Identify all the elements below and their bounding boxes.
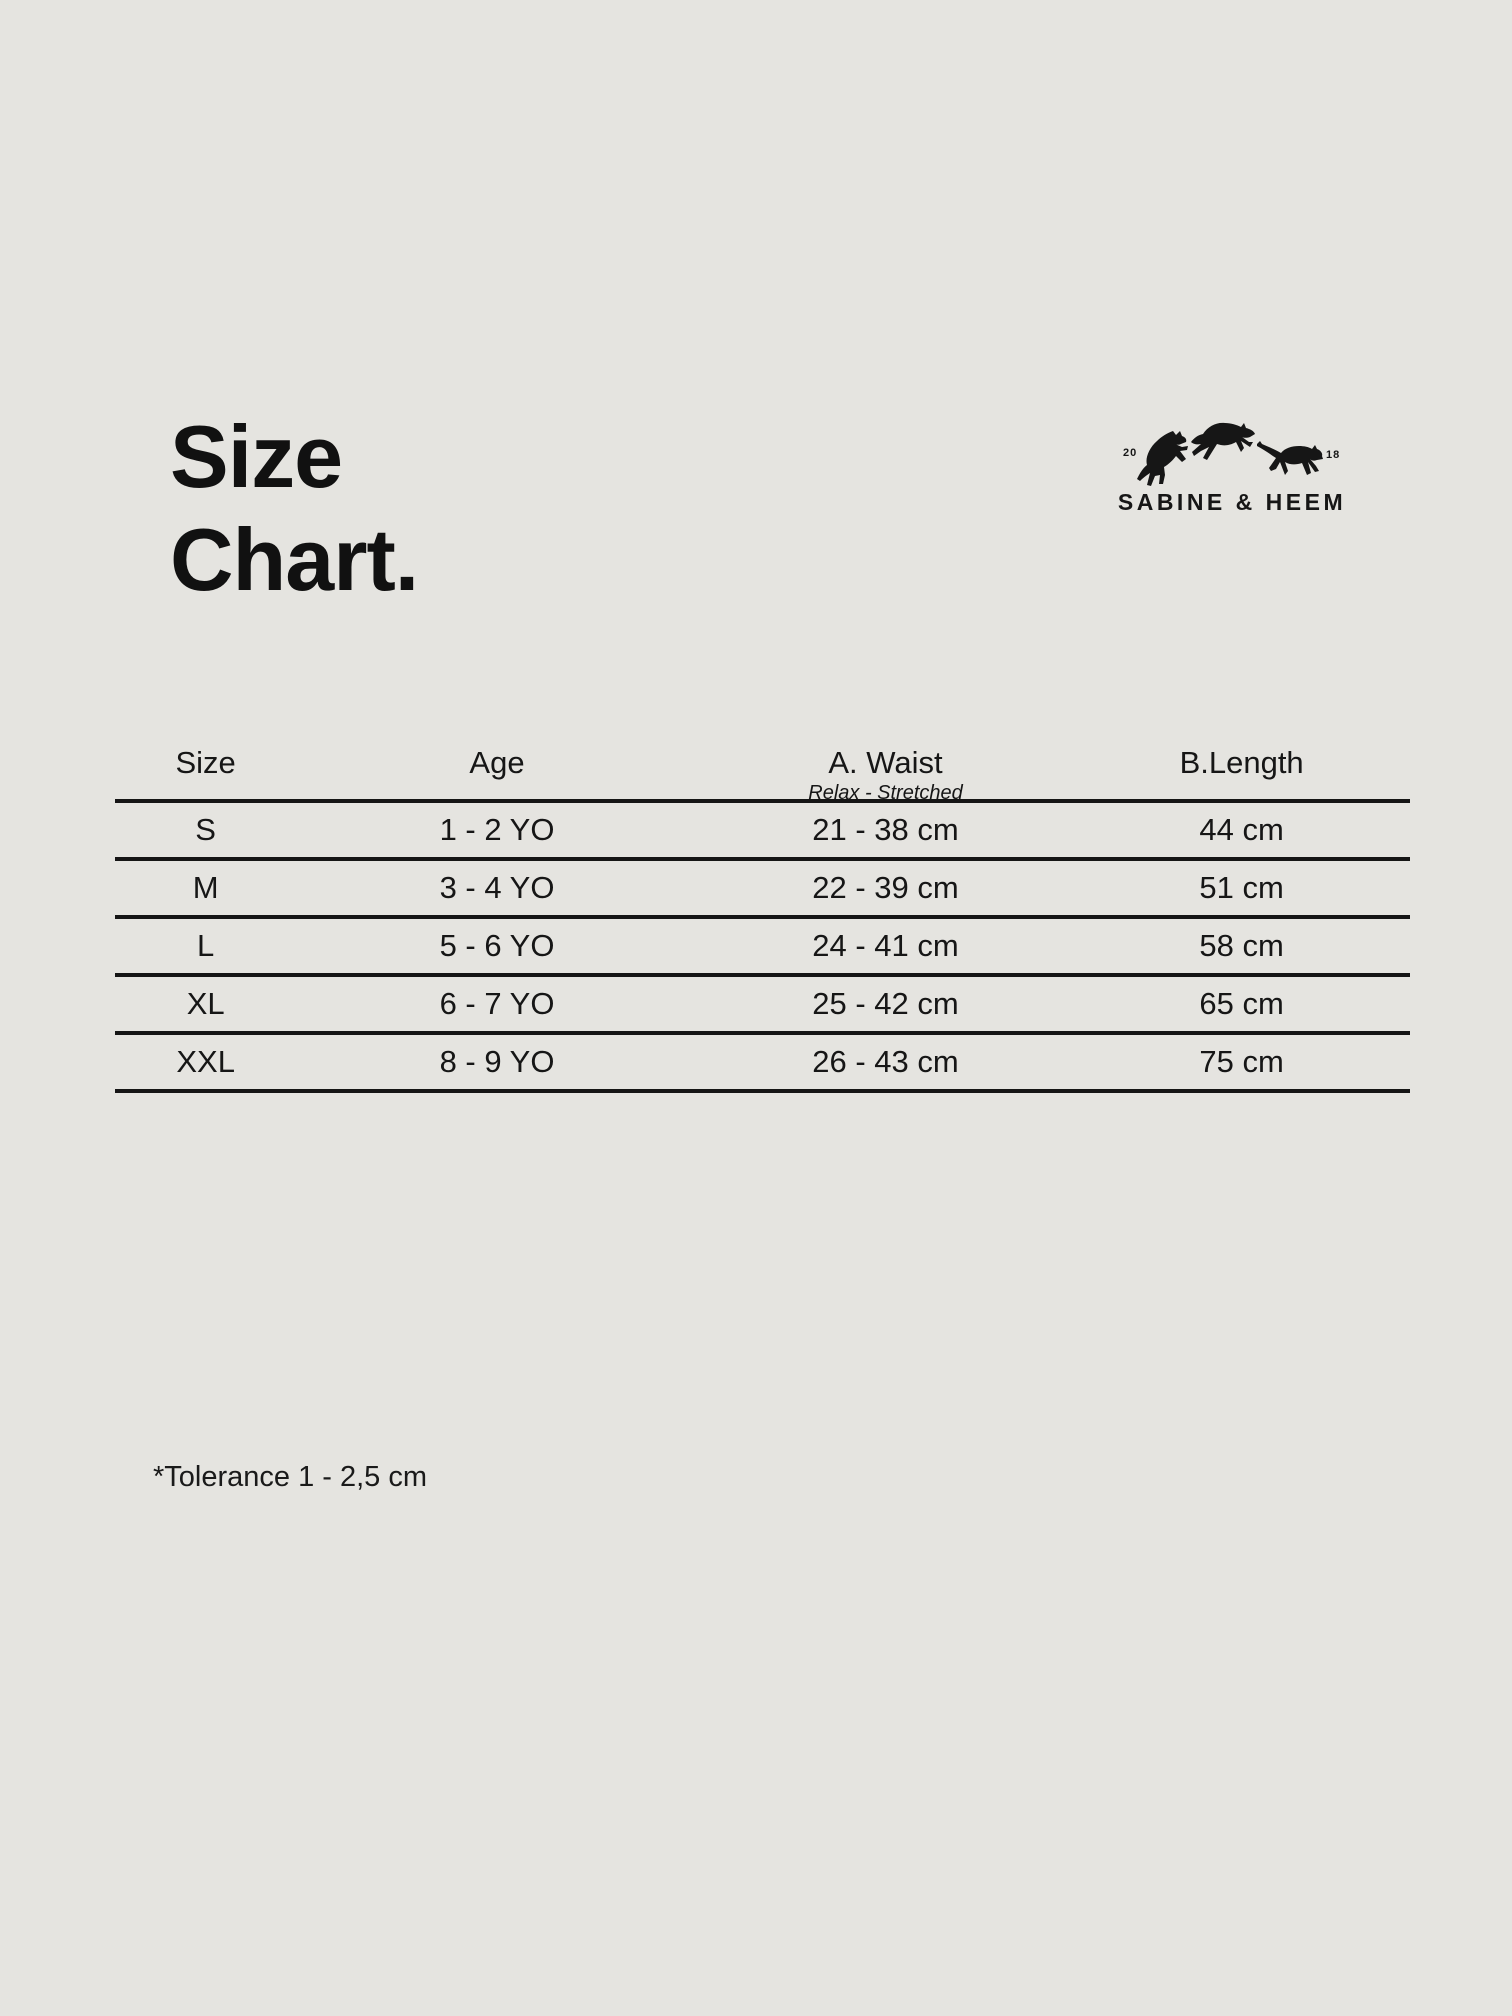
tolerance-footnote: *Tolerance 1 - 2,5 cm xyxy=(153,1461,428,1493)
table-row-s xyxy=(115,803,1410,861)
column-header-age-label: Age xyxy=(469,745,525,780)
cell-size: L xyxy=(197,928,215,963)
column-header-age xyxy=(296,741,697,804)
page-title xyxy=(170,405,418,611)
cell-length: 58 cm xyxy=(1199,928,1284,963)
column-header-waist-label: A. Waist xyxy=(828,745,943,780)
size-table xyxy=(115,741,1410,1093)
column-header-size-label: Size xyxy=(175,745,236,780)
cell-waist: 24 - 41 cm xyxy=(812,928,959,963)
cell-age: 8 - 9 YO xyxy=(439,1044,555,1079)
logo-horses-icon xyxy=(1113,418,1351,488)
cell-length: 65 cm xyxy=(1199,986,1284,1021)
horse-galloping-icon xyxy=(1257,441,1323,475)
cell-length: 44 cm xyxy=(1199,812,1284,847)
column-header-waist xyxy=(698,741,1074,804)
table-row-xxl xyxy=(115,1035,1410,1093)
page-title-line2: Chart. xyxy=(170,510,419,609)
cell-size: XL xyxy=(186,986,225,1021)
brand-name: SABINE & HEEM xyxy=(1117,489,1347,515)
column-header-length-label: B.Length xyxy=(1179,745,1304,780)
brand-logo xyxy=(1113,418,1351,516)
cell-age: 6 - 7 YO xyxy=(439,986,555,1021)
horse-leaping-icon xyxy=(1191,423,1255,460)
cell-length: 51 cm xyxy=(1199,870,1284,905)
table-row-m xyxy=(115,861,1410,919)
column-header-size xyxy=(115,741,296,804)
cell-waist: 25 - 42 cm xyxy=(812,986,959,1021)
cell-waist: 22 - 39 cm xyxy=(812,870,959,905)
cell-length: 75 cm xyxy=(1199,1044,1284,1079)
horse-rearing-icon xyxy=(1137,431,1188,486)
cell-size: S xyxy=(195,812,216,847)
table-row-l xyxy=(115,919,1410,977)
cell-age: 1 - 2 YO xyxy=(439,812,555,847)
logo-year-left: 20 xyxy=(1123,447,1138,459)
cell-size: XXL xyxy=(176,1044,235,1079)
column-header-length xyxy=(1073,741,1410,804)
column-header-waist-sublabel: Relax - Stretched xyxy=(808,782,963,804)
cell-waist: 26 - 43 cm xyxy=(812,1044,959,1079)
table-header-row xyxy=(115,741,1410,803)
logo-year-right: 18 xyxy=(1326,449,1341,461)
cell-size: M xyxy=(192,870,219,905)
cell-age: 5 - 6 YO xyxy=(439,928,555,963)
cell-age: 3 - 4 YO xyxy=(439,870,555,905)
page-title-line1: Size xyxy=(170,407,343,506)
table-row-xl xyxy=(115,977,1410,1035)
cell-waist: 21 - 38 cm xyxy=(812,812,959,847)
